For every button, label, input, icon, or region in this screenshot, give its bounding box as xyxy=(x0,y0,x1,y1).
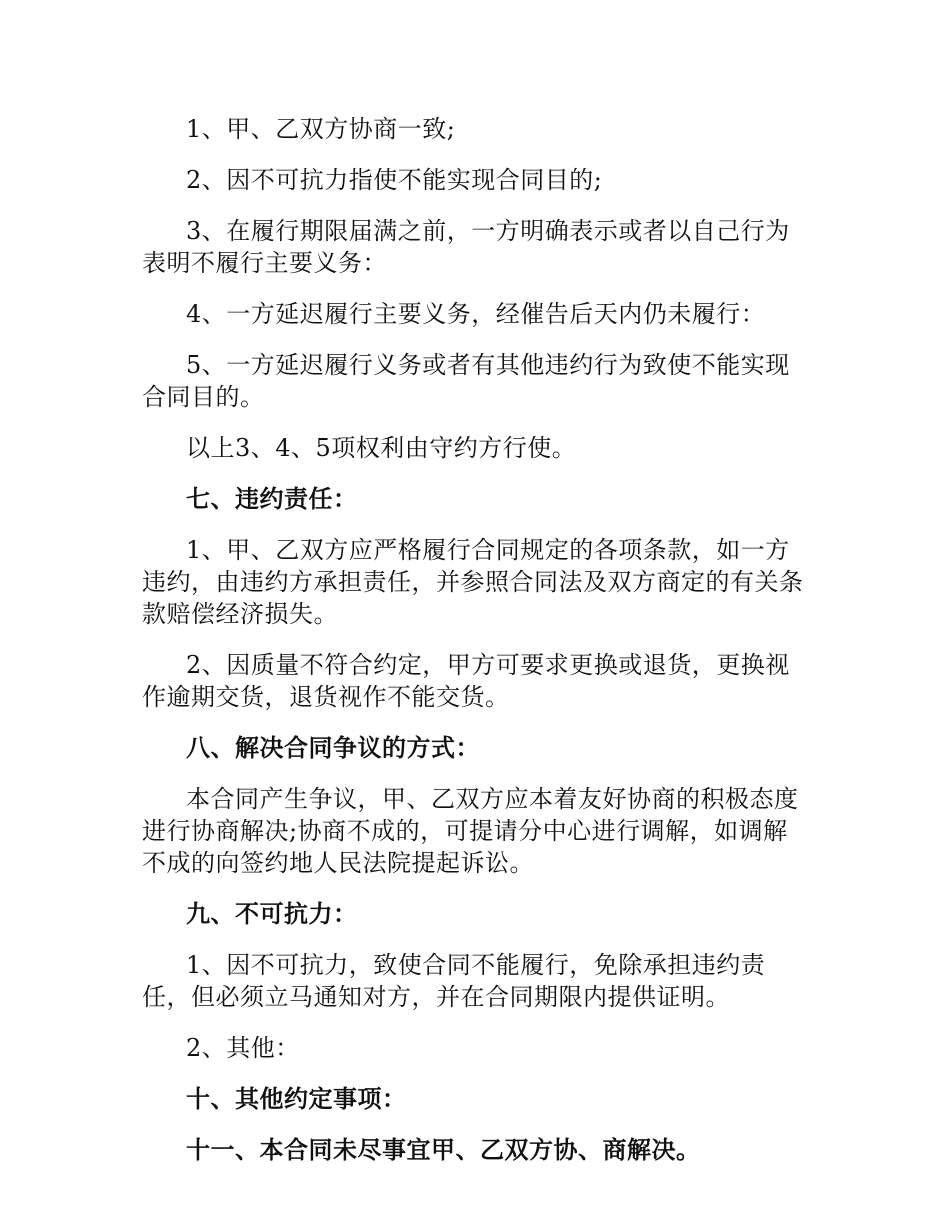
breach-clause-1: 1、甲、乙双方应严格履行合同规定的各项条款，如一方违约，由违约方承担责任，并参照合同法及双方商定的有关条款赔偿经济损失。 xyxy=(142,536,804,628)
clause-3: 3、在履行期限届满之前，一方明确表示或者以自己行为表明不履行主要义务： xyxy=(142,217,790,277)
clause-2: 2、因不可抗力指使不能实现合同目的; xyxy=(186,166,603,194)
section-heading-force-majeure: 九、不可抗力： xyxy=(186,900,358,928)
force-majeure-clause-1: 1、因不可抗力，致使合同不能履行，免除承担违约责任，但必须立马通知对方，并在合同期限内提供证明。 xyxy=(142,951,766,1011)
dispute-paragraph: 本合同产生争议，甲、乙双方应本着友好协商的积极态度进行协商解决;协商不成的，可提请分中心进行调解，如调解不成的向签约地人民法院提起诉讼。 xyxy=(142,785,799,877)
rights-note: 以上3、4、5项权利由守约方行使。 xyxy=(186,434,577,462)
document-page xyxy=(142,113,810,1185)
force-majeure-clause-2: 2、其他： xyxy=(186,1034,300,1062)
section-heading-dispute-resolution: 八、解决合同争议的方式： xyxy=(186,734,480,762)
section-heading-unresolved-matters: 十一、本合同未尽事宜甲、乙双方协、商解决。 xyxy=(186,1136,701,1164)
breach-clause-2: 2、因质量不符合约定，甲方可要求更换或退货，更换视作逾期交货，退货视作不能交货。 xyxy=(142,651,790,711)
section-heading-other-agreements: 十、其他约定事项： xyxy=(186,1085,407,1113)
clause-1: 1、甲、乙双方协商一致; xyxy=(186,115,456,143)
clause-4: 4、一方延迟履行主要义务，经催告后天内仍未履行： xyxy=(186,300,766,328)
section-heading-breach-liability: 七、违约责任： xyxy=(186,485,358,513)
clause-5: 5、一方延迟履行义务或者有其他违约行为致使不能实现合同目的。 xyxy=(142,351,790,411)
